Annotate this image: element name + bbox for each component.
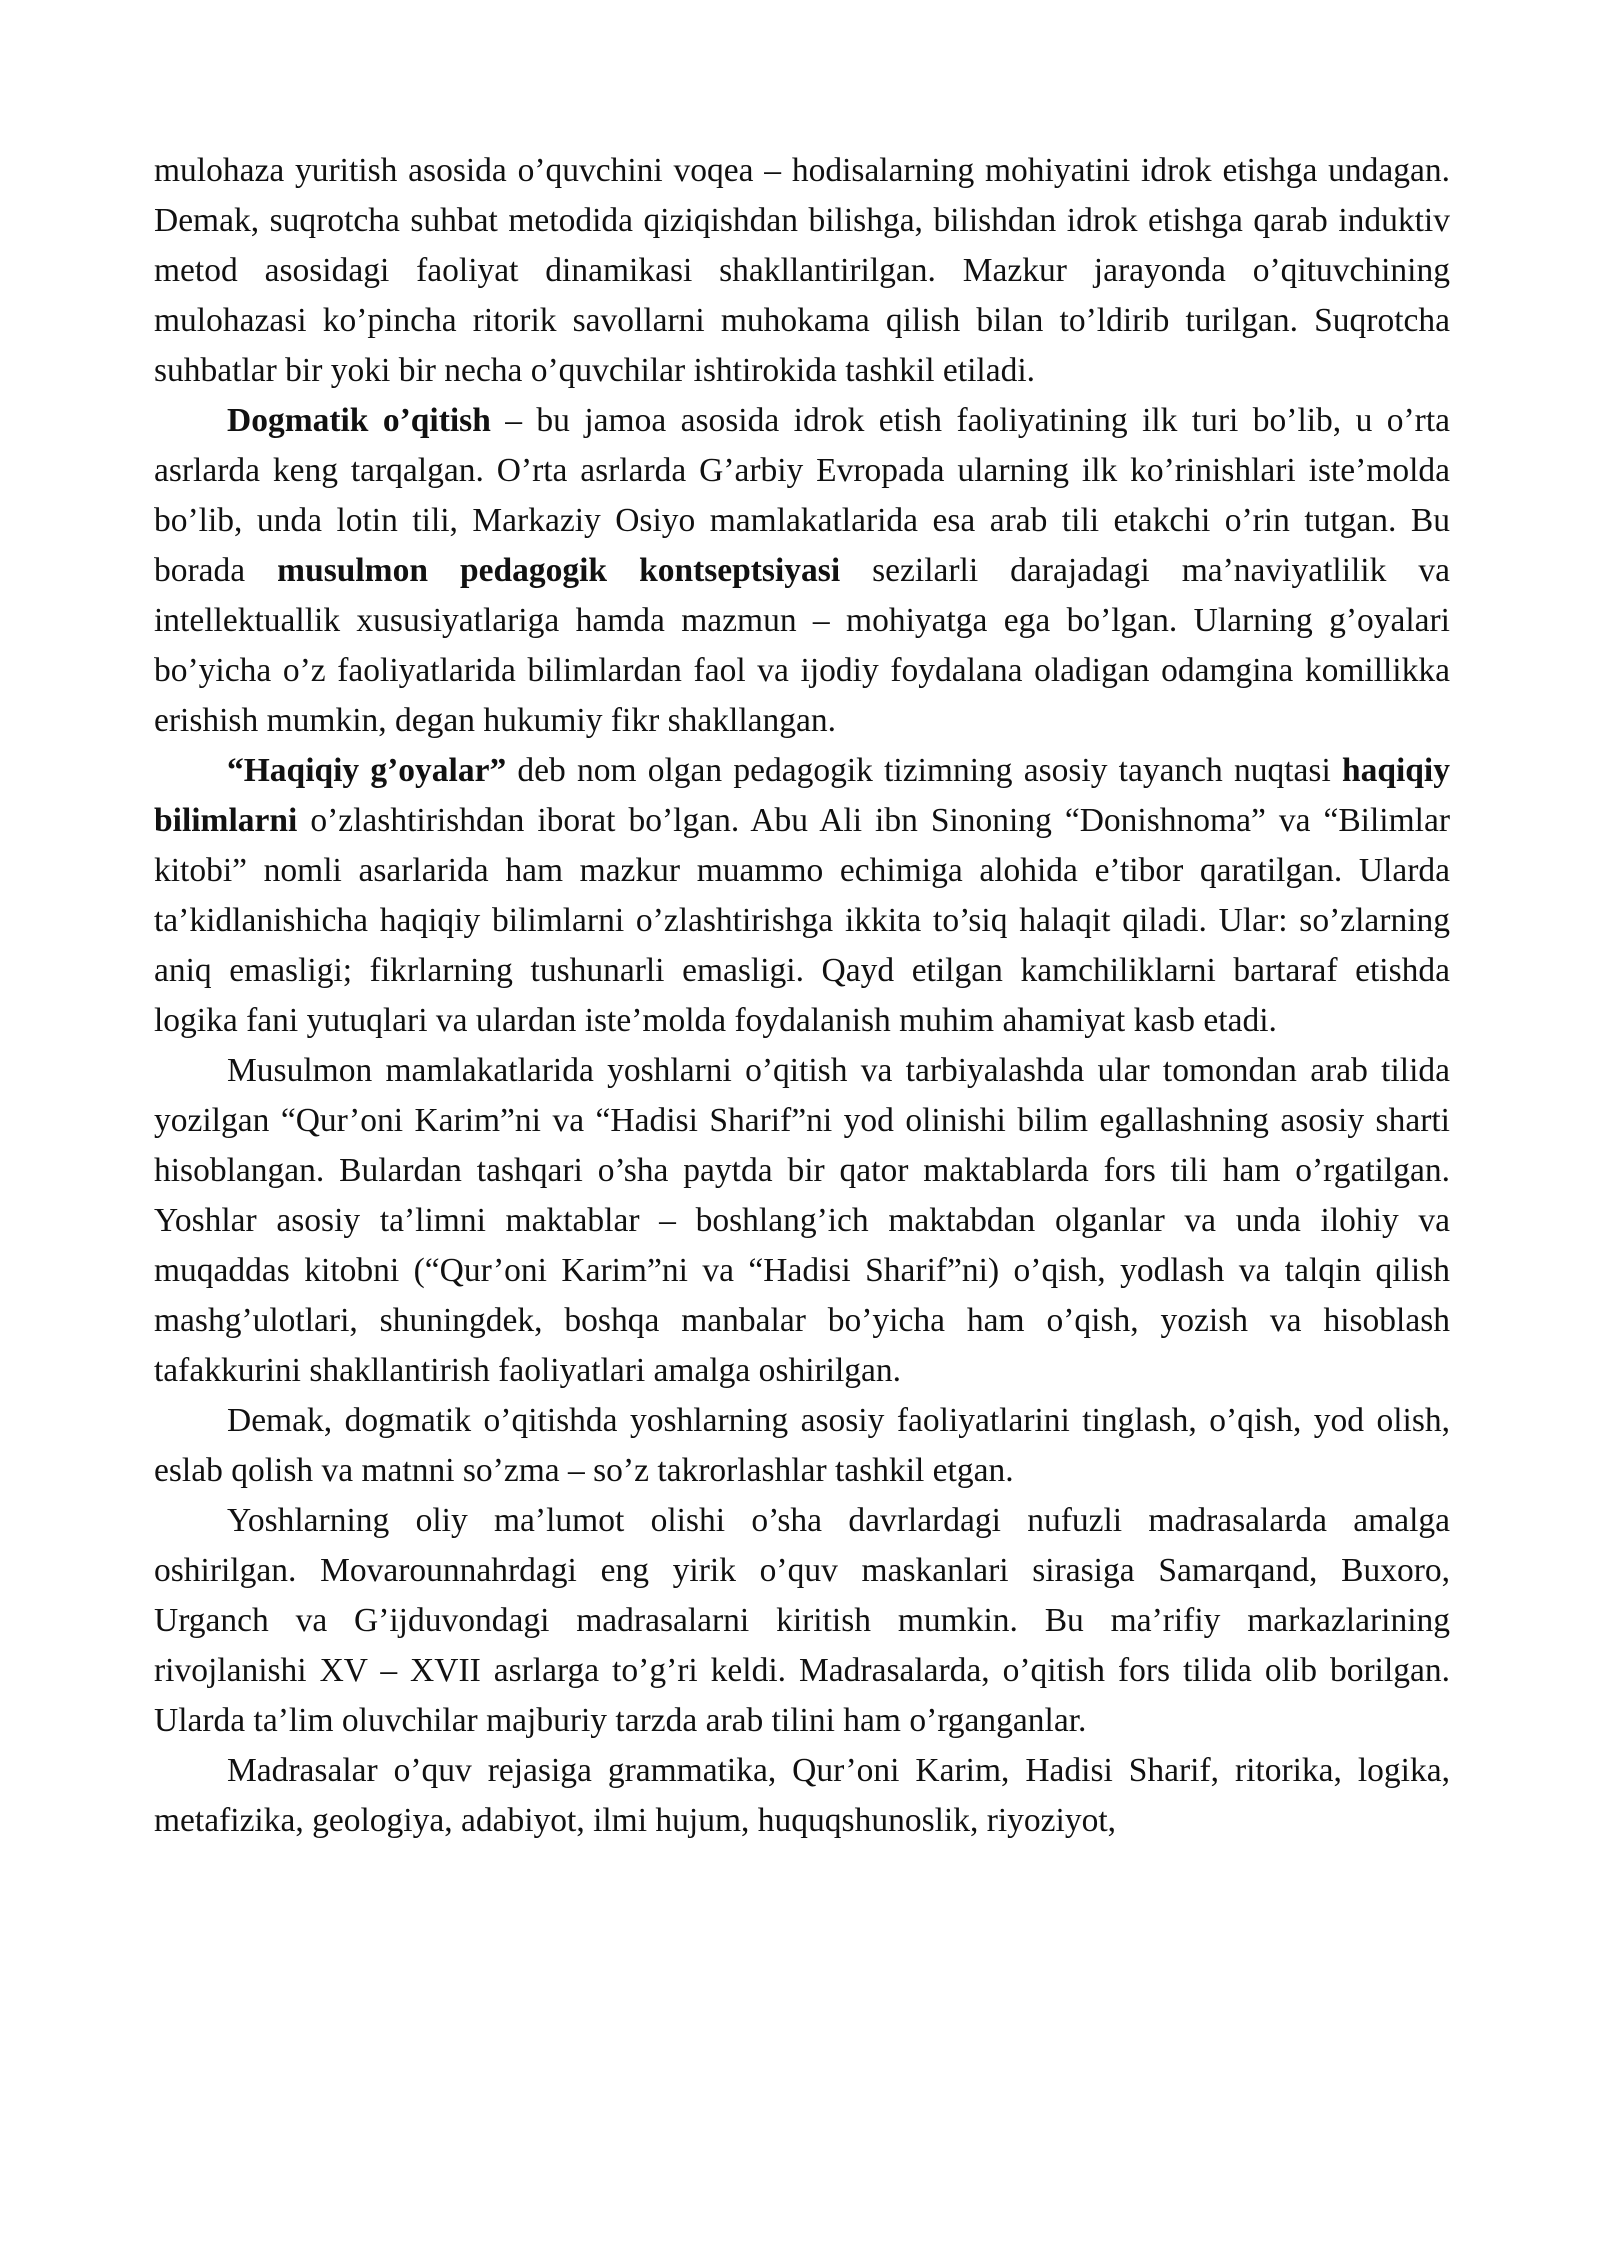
bold-term-haqiqiy-goyalar: “Haqiqiy g’oyalar” <box>227 752 507 789</box>
paragraph-5 <box>154 1396 1450 1496</box>
bold-term-musulmon-pedagogik-kontseptsiyasi: musulmon pedagogik kontseptsiyasi <box>277 552 841 589</box>
paragraph-text: mulohaza yuritish asosida o’quvchini voqea – hodisalarning mohiyatini idrok etishga undagan. Demak, suqrotcha suhbat metodida qiziqishdan bilishga, bilishdan idrok etishga qarab induktiv metod asosidagi faoliyat dinamikasi shakllantirilgan. Mazkur jarayonda o’qituvchining mulohazasi ko’pincha ritorik savollarni muhokama qilish bilan to’ldirib turilgan. Suqrotcha suhbatlar bir yoki bir necha o’quvchilar ishtirokida tashkil etiladi. <box>154 152 1450 389</box>
paragraph-text: Musulmon mamlakatlarida yoshlarni o’qitish va tarbiyalashda ular tomondan arab tilida yozilgan “Qur’oni Karim”ni va “Hadisi Sharif”ni yod olinishi bilim egallashning asosiy sharti hisoblangan. Bulardan tashqari o’sha paytda bir qator maktablarda fors tili ham o’rgatilgan. Yoshlar asosiy ta’limni maktablar – boshlang’ich maktabdan olganlar va unda ilohiy va muqaddas kitobni (“Qur’oni Karim”ni va “Hadisi Sharif”ni) o’qish, yodlash va talqin qilish mashg’ulotlari, shuningdek, boshqa manbalar bo’yicha ham o’qish, yozish va hisoblash tafakkurini shakllantirish faoliyatlari amalga oshirilgan. <box>154 1052 1450 1389</box>
paragraph-text: Yoshlarning oliy ma’lumot olishi o’sha davrlardagi nufuzli madrasalarda amalga oshirilgan. Movarounnahrdagi eng yirik o’quv maskanlari sirasiga Samarqand, Buxoro, Urganch va G’ijduvondagi madrasalarni kiritish mumkin. Bu ma’rifiy markazlarining rivojlanishi XV – XVII asrlarga to’g’ri keldi. Madrasalarda, o’qitish fors tilida olib borilgan. Ularda ta’lim oluvchilar majburiy tarzda arab tilini ham o’rganganlar. <box>154 1502 1450 1739</box>
paragraph-6 <box>154 1496 1450 1746</box>
paragraph-text: – bu jamoa asosida idrok etish faoliyatining ilk turi bo’lib, u o’rta asrlarda keng tarqalgan. O’rta asrlarda G’arbiy Evropada ularning ilk ko’rinishlari iste’molda bo’lib, unda lotin tili, Markaziy Osiyo mamlakatlarida esa arab tili etakchi o’rin tutgan. Bu borada <box>154 402 1451 589</box>
paragraph-7 <box>154 1746 1450 1846</box>
paragraph-text: o’zlashtirishdan iborat bo’lgan. Abu Ali ibn Sinoning “Donishnoma” va “Bilimlar kitobi” nomli asarlarida ham mazkur muammo echimiga alohida e’tibor qaratilgan. Ularda ta’kidlanishicha haqiqiy bilimlarni o’zlashtirishga ikkita to’siq halaqit qiladi. Ular: so’zlarning aniq emasligi; fikrlarning tushunarli emasligi. Qayd etilgan kamchiliklarni bartaraf etishda logika fani yutuqlari va ulardan iste’molda foydalanish muhim ahamiyat kasb etadi. <box>154 802 1450 1039</box>
paragraph-text: Demak, dogmatik o’qitishda yoshlarning asosiy faoliyatlarini tinglash, o’qish, yod olish, eslab qolish va matnni so’zma – so’z takrorlashlar tashkil etgan. <box>154 1402 1450 1489</box>
paragraph-2 <box>154 396 1450 746</box>
document-page <box>154 146 1450 1846</box>
bold-term-dogmatik-oqitish: Dogmatik o’qitish <box>227 402 491 439</box>
bold-term-haqiqiy-bilimlarni: haqiqiy bilimlarni <box>154 752 1450 839</box>
paragraph-text: sezilarli darajadagi ma’naviyatlilik va intellektuallik xususiyatlariga hamda mazmun – mohiyatga ega bo’lgan. Ularning g’oyalari bo’yicha o’z faoliyatlarida bilimlardan faol va ijodiy foydalana oladigan odamgina komillikka erishish mumkin, degan hukumiy fikr shakllangan. <box>154 552 1450 739</box>
paragraph-text: deb nom olgan pedagogik tizimning asosiy tayanch nuqtasi <box>506 752 1342 789</box>
paragraph-1 <box>154 146 1450 396</box>
paragraph-4 <box>154 1046 1450 1396</box>
paragraph-text: Madrasalar o’quv rejasiga grammatika, Qur’oni Karim, Hadisi Sharif, ritorika, logika, metafizika, geologiya, adabiyot, ilmi hujum, huquqshunoslik, riyoziyot, <box>154 1752 1450 1839</box>
paragraph-3 <box>154 746 1450 1046</box>
